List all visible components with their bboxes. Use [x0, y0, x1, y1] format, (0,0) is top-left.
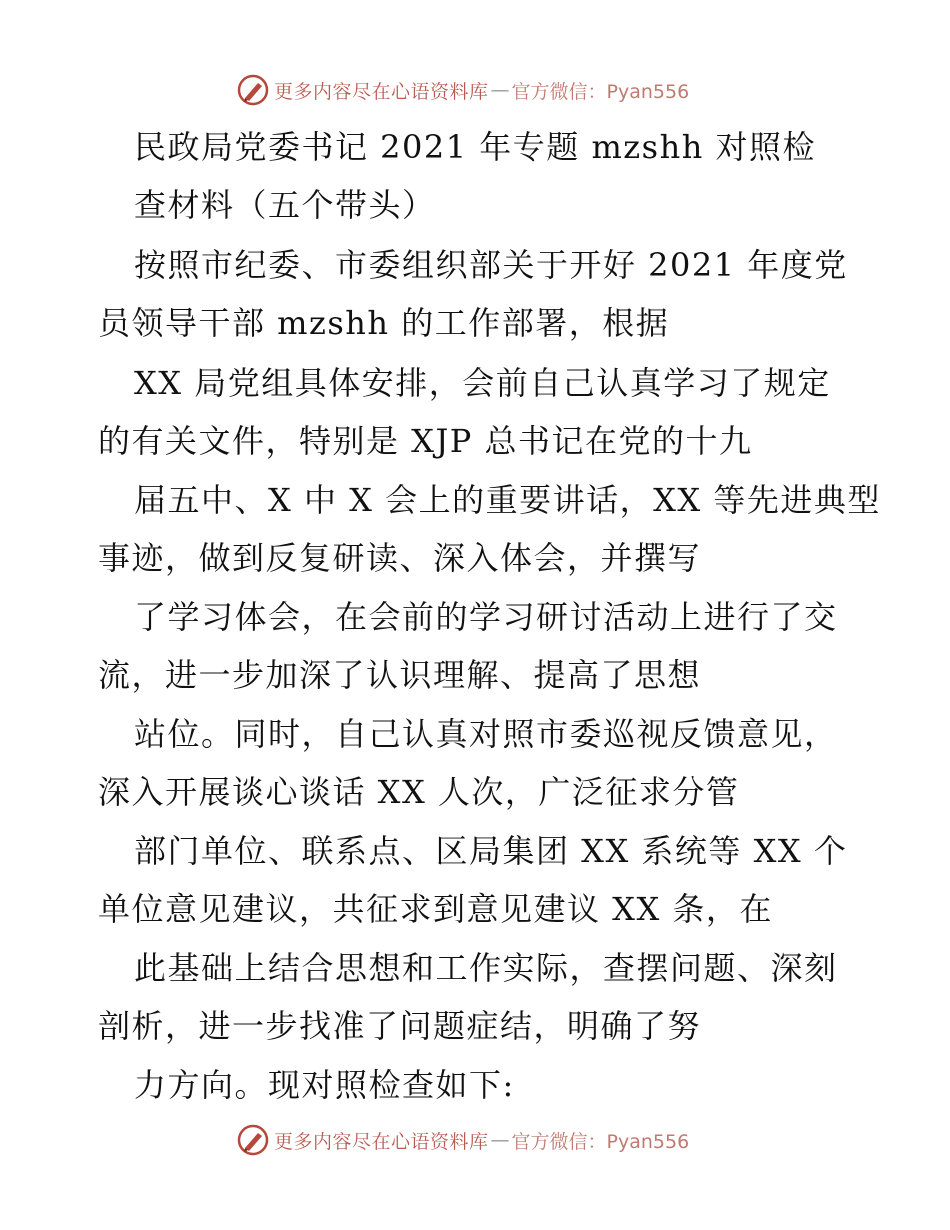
- header-watermark: [236, 72, 689, 108]
- paragraph-line: 事迹，做到反复研读、深入体会，并撰写: [98, 539, 702, 577]
- watermark-contact-text: 官方微信：Pyan556: [511, 1130, 690, 1153]
- watermark-separator: —: [490, 79, 510, 101]
- footer-watermark: [236, 1122, 689, 1158]
- paragraph-line: 的有关文件，特别是 XJP 总书记在党的十九: [98, 422, 753, 460]
- paragraph-line: 剖析，进一步找准了问题症结，明确了努: [98, 1007, 702, 1045]
- pen-logo-icon: [236, 73, 270, 107]
- watermark-brand-text: 更多内容尽在心语资料库: [274, 1130, 489, 1153]
- document-title-line-2: 查材料（五个带头）: [134, 186, 436, 224]
- paragraph-line: 员领导干部 mzshh 的工作部署，根据: [98, 304, 670, 342]
- paragraph-line: 流，进一步加深了认识理解、提高了思想: [98, 656, 702, 694]
- paragraph-line: XX 局党组具体安排，会前自己认真学习了规定: [134, 364, 831, 402]
- document-title-line-1: 民政局党委书记 2021 年专题 mzshh 对照检: [134, 128, 816, 166]
- paragraph-line: 了学习体会，在会前的学习研讨活动上进行了交: [134, 598, 838, 636]
- paragraph-line: 深入开展谈心谈话 XX 人次，广泛征求分管: [98, 773, 740, 811]
- paragraph-line: 单位意见建议，共征求到意见建议 XX 条，在: [98, 890, 773, 928]
- paragraph-line: 届五中、X 中 X 会上的重要讲话，XX 等先进典型: [134, 481, 881, 519]
- watermark-brand-text: 更多内容尽在心语资料库: [274, 80, 489, 103]
- paragraph-line: 力方向。现对照检查如下:: [134, 1066, 515, 1104]
- paragraph-line: 按照市纪委、市委组织部关于开好 2021 年度党: [134, 246, 848, 284]
- watermark-contact-text: 官方微信：Pyan556: [511, 80, 690, 103]
- pen-logo-icon: [236, 1123, 270, 1157]
- paragraph-line: 此基础上结合思想和工作实际，查摆问题、深刻: [134, 949, 838, 987]
- paragraph-line: 部门单位、联系点、区局集团 XX 系统等 XX 个: [134, 832, 848, 870]
- watermark-separator: —: [490, 1129, 510, 1151]
- paragraph-line: 站位。同时，自己认真对照市委巡视反馈意见，: [134, 715, 838, 753]
